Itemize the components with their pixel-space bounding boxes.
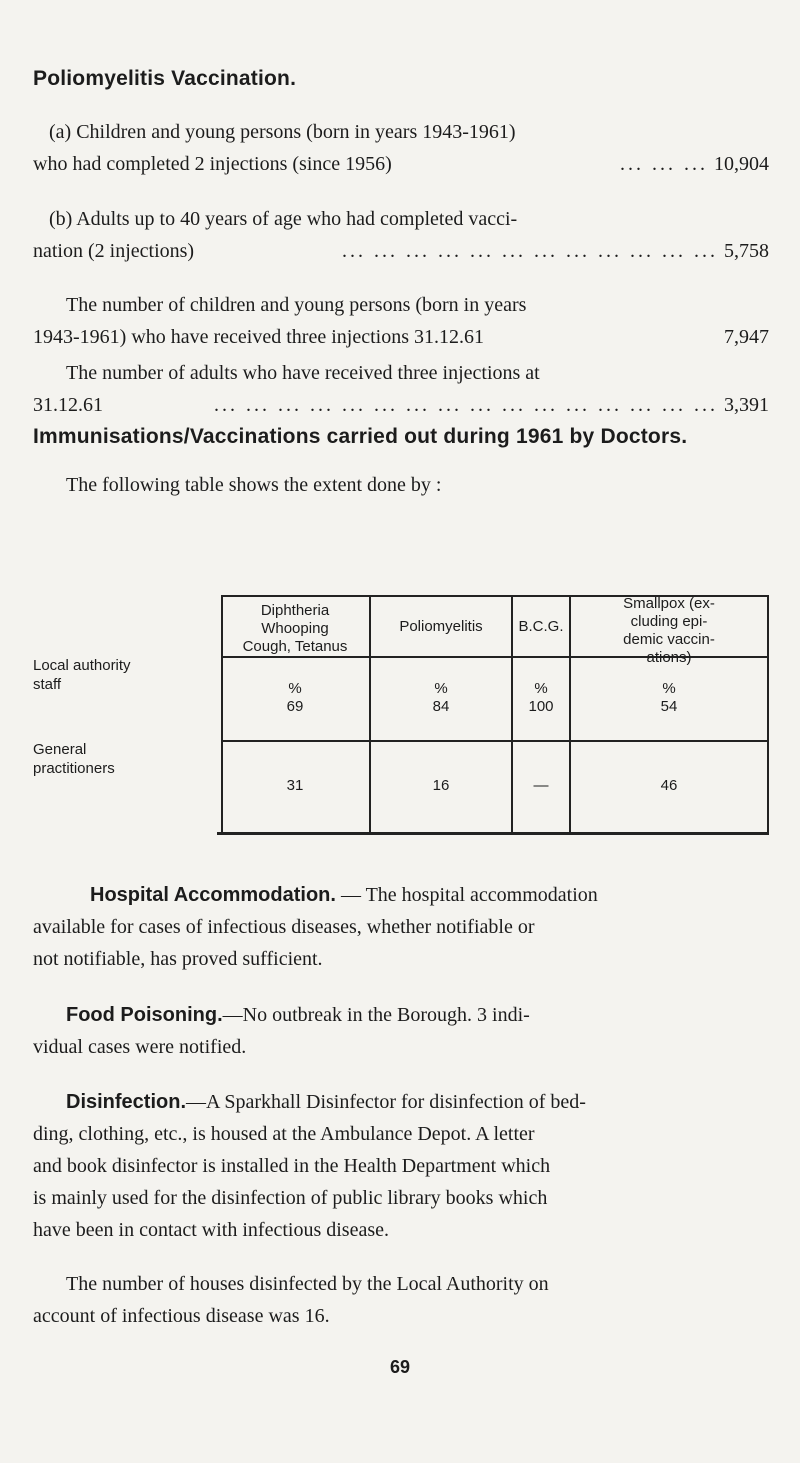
table-cell: 46 bbox=[660, 777, 678, 794]
polio-a-row bbox=[33, 148, 769, 180]
dot-leader: ... ... ... ... ... ... ... ... ... ... ... ... ... ... ... ... bbox=[214, 394, 718, 416]
hospital-heading: Hospital Accommodation. bbox=[90, 884, 336, 906]
polio-b-line2: nation (2 injections) bbox=[33, 240, 195, 262]
table-intro: The following table shows the extent done by : bbox=[66, 474, 442, 496]
table-rule-middle bbox=[221, 740, 769, 742]
immunisation-table bbox=[33, 595, 769, 840]
table-cell: % 100 bbox=[528, 680, 554, 715]
col-header-poliomyelitis: Poliomyelitis bbox=[399, 618, 483, 635]
polio-a-value: 10,904 bbox=[714, 153, 769, 175]
polio-item-a bbox=[33, 116, 769, 180]
polio-d-row bbox=[33, 389, 769, 421]
polio-a-line2: who had completed 2 injections (since 1956) bbox=[33, 153, 392, 175]
polio-d-line1: The number of adults who have received three injections at bbox=[66, 362, 540, 384]
polio-item-c bbox=[33, 289, 769, 353]
polio-c-line1: The number of children and young persons (born in years bbox=[66, 294, 527, 316]
polio-c-row bbox=[33, 321, 769, 353]
polio-d-value: 3,391 bbox=[724, 394, 769, 416]
disinfection-paragraph: Disinfection.—A Sparkhall Disinfector for disinfection of bed- ding, clothing, etc., is housed at the Ambulance Depot. A letter and book disinfector is installed in the Health Department which is mainly used for the disinfection of public library books which have been in contact with infectious disease. bbox=[33, 1091, 586, 1241]
col-header-bcg: B.C.G. bbox=[518, 618, 564, 635]
immunisations-heading: Immunisations/Vaccinations carried out during 1961 by Doctors. bbox=[33, 425, 688, 448]
polio-heading: Poliomyelitis Vaccination. bbox=[33, 67, 297, 90]
hospital-paragraph: Hospital Accommodation. — The hospital accommodation available for cases of infectious diseases, whether notifiable or not notifiable, has proved sufficient. bbox=[33, 884, 598, 970]
table-cell: % 69 bbox=[286, 680, 304, 715]
polio-item-d bbox=[33, 357, 769, 421]
table-cell: % 54 bbox=[660, 680, 678, 715]
table-col-line bbox=[767, 595, 769, 832]
food-paragraph: Food Poisoning.—No outbreak in the Borough. 3 indi- vidual cases were notified. bbox=[33, 1004, 530, 1058]
polio-c-value: 7,947 bbox=[724, 326, 769, 348]
table-rule-bottom bbox=[217, 832, 769, 835]
table-cell: — bbox=[533, 777, 549, 794]
table-grid bbox=[221, 595, 769, 835]
polio-b-row bbox=[33, 235, 769, 267]
polio-c-line2: 1943-1961) who have received three injections 31.12.61 bbox=[33, 326, 484, 348]
dot-leader: ... ... ... bbox=[620, 153, 708, 175]
table-cell: % 84 bbox=[432, 680, 450, 715]
row-label-general-practitioners: General practitioners bbox=[33, 741, 115, 777]
row-label-local-authority: Local authority staff bbox=[33, 657, 131, 693]
houses-paragraph: The number of houses disinfected by the Local Authority on account of infectious disease was 16. bbox=[33, 1273, 549, 1327]
col-header-diphtheria: Diphtheria Whooping Cough, Tetanus bbox=[242, 602, 348, 655]
table-cell: 31 bbox=[286, 777, 304, 794]
disinfection-heading: Disinfection. bbox=[66, 1091, 187, 1113]
polio-item-b bbox=[33, 203, 769, 267]
dot-leader: ... ... ... ... ... ... ... ... ... ... ... ... bbox=[342, 240, 718, 262]
polio-d-line2: 31.12.61 bbox=[33, 394, 103, 416]
polio-b-line1: (b) Adults up to 40 years of age who had completed vacci- bbox=[49, 208, 518, 230]
polio-b-value: 5,758 bbox=[724, 240, 769, 262]
page-number: 69 bbox=[389, 1357, 411, 1377]
polio-a-line1: (a) Children and young persons (born in years 1943-1961) bbox=[49, 121, 516, 143]
table-cell: 16 bbox=[432, 777, 450, 794]
food-heading: Food Poisoning. bbox=[66, 1004, 223, 1026]
col-header-smallpox: Smallpox (ex- cluding epi- demic vaccin- ations) bbox=[623, 595, 715, 666]
